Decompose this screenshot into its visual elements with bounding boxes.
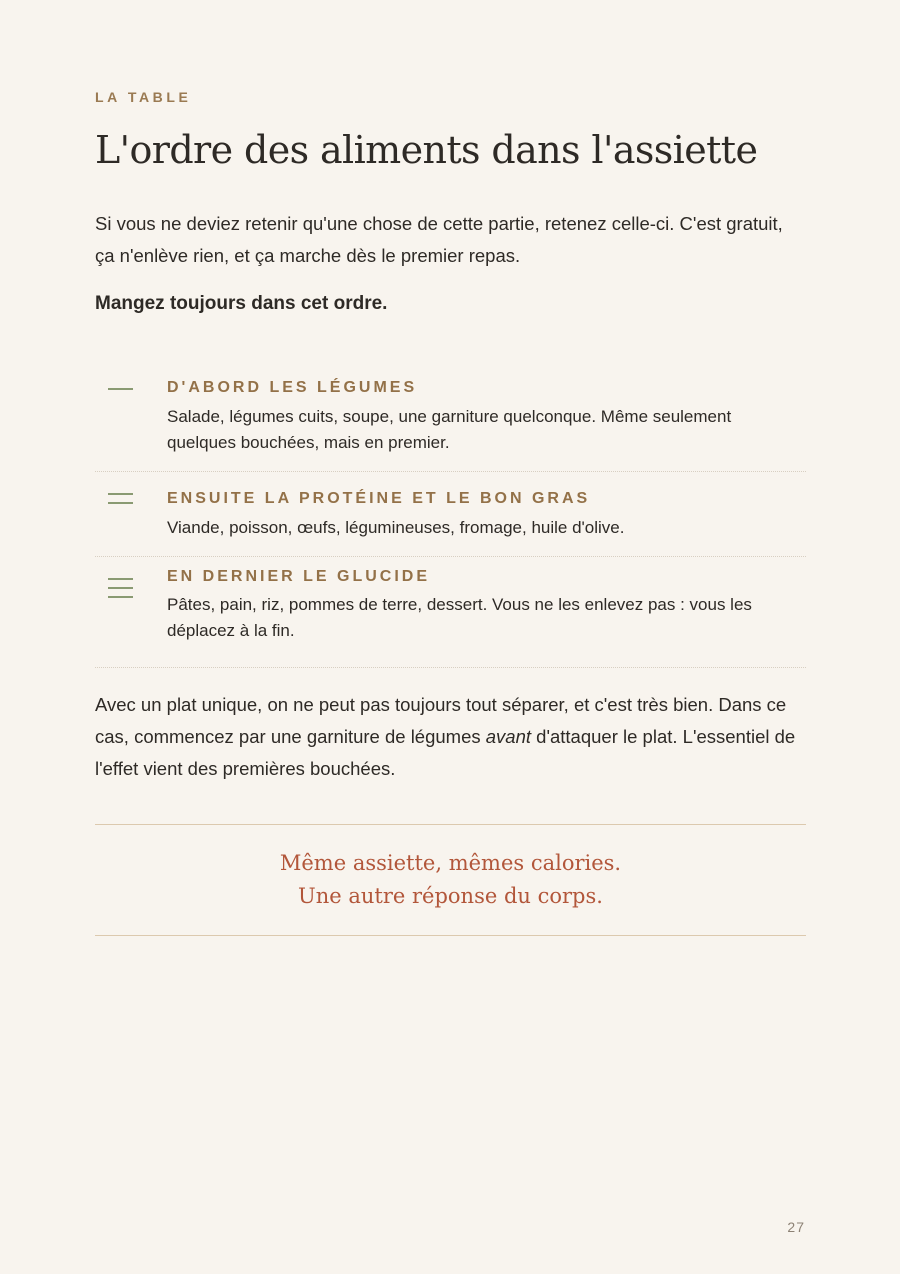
step-text: Pâtes, pain, riz, pommes de terre, dessert. Vous ne les enlevez pas : vous les déplacez à la fin. [167, 595, 752, 640]
section-eyebrow: LA TABLE [95, 89, 192, 105]
double-dash-icon [108, 493, 133, 511]
steps-list [95, 363, 806, 668]
step-item-protein [95, 472, 806, 557]
step-heading: ENSUITE LA PROTÉINE ET LE BON GRAS [167, 490, 591, 507]
step-text: Salade, légumes cuits, soupe, une garniture quelconque. Même seulement quelques bouchées, mais en premier. [167, 407, 732, 452]
intro-emphasis: Mangez toujours dans cet ordre. [95, 293, 388, 314]
step-item-carbs [95, 557, 806, 668]
step-heading: D'ABORD LES LÉGUMES [167, 379, 418, 396]
page-title: L'ordre des aliments dans l'assiette [95, 128, 758, 172]
step-text: Viande, poisson, œufs, légumineuses, fromage, huile d'olive. [167, 518, 625, 537]
page-number: 27 [787, 1219, 805, 1235]
closing-italic-word: avant [485, 726, 532, 747]
intro-paragraph: Si vous ne deviez retenir qu'une chose de cette partie, retenez celle-ci. C'est gratuit, ça n'enlève rien, et ça marche dès le premier repas. [95, 213, 783, 266]
closing-text-start: Avec un plat unique, on ne peut pas toujours tout séparer, et c'est très bien. Dans ce cas, commencez par une garniture de légumes [95, 694, 787, 747]
pull-quote-line-2: Une autre réponse du corps. [298, 884, 603, 908]
step-item-vegetables [95, 363, 806, 472]
closing-paragraph [95, 689, 806, 785]
single-dash-icon [108, 388, 133, 397]
step-heading: EN DERNIER LE GLUCIDE [167, 568, 431, 585]
pull-quote [95, 824, 806, 936]
triple-dash-icon [108, 578, 133, 605]
pull-quote-line-1: Même assiette, mêmes calories. [279, 851, 622, 875]
closing-text-end: d'attaquer le plat. L'essentiel de l'effet vient des premières bouchées. [95, 726, 796, 779]
